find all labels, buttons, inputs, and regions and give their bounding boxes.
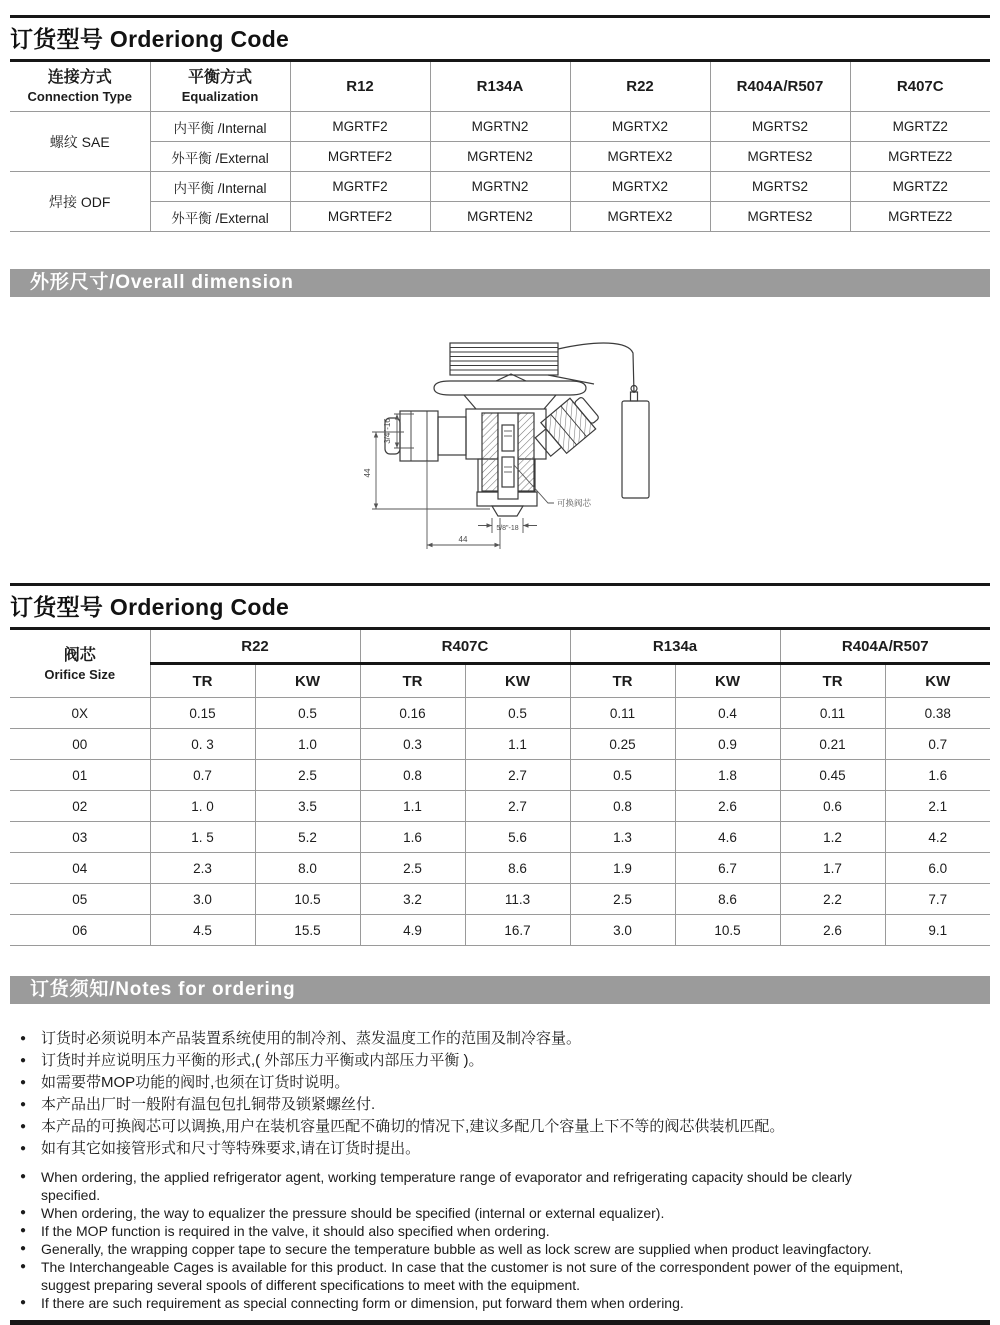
bullet-icon: ●	[20, 1055, 27, 1066]
cell: 1.8	[675, 760, 780, 791]
bullet-icon: ●	[20, 1207, 27, 1218]
table-row	[10, 791, 990, 822]
cell: MGRTX2	[570, 112, 710, 142]
cell: 5.2	[255, 822, 360, 853]
subheader-tr: TR	[780, 664, 885, 698]
col-header-r404a-r507: R404A/R507	[710, 62, 850, 112]
cell: 0.4	[675, 698, 780, 729]
cell: MGRTZ2	[850, 112, 990, 142]
note-text: 订货时必须说明本产品装置系统使用的制冷剂、蒸发温度工作的范围及制冷容量。	[41, 1030, 582, 1047]
bullet-icon: ●	[20, 1243, 27, 1254]
subheader-kw: KW	[885, 664, 990, 698]
cell: 0.8	[360, 760, 465, 791]
cell: 0.3	[360, 729, 465, 760]
group-header-r404a-r507: R404A/R507	[780, 630, 990, 664]
cell: 0. 3	[150, 729, 255, 760]
note-text: 本产品出厂时一般附有温包包扎铜带及锁紧螺丝付.	[41, 1096, 376, 1113]
col-header-connection-type	[10, 62, 150, 112]
note-item	[10, 1258, 910, 1294]
page-footer-bar	[10, 1320, 990, 1325]
callout-interchangeable-core: 可换阀芯	[557, 498, 592, 508]
cell: MGRTS2	[710, 172, 850, 202]
col-header-r407c: R407C	[850, 62, 990, 112]
dimension-label-outlet-thread: 5/8"-18	[496, 525, 519, 532]
connection-cell: 螺纹 SAE	[10, 112, 150, 172]
cell: 0.5	[465, 698, 570, 729]
orifice-size-cell: 01	[10, 760, 150, 791]
note-text: If there are such requirement as special connecting form or dimension, put forward them when ordering.	[41, 1295, 684, 1311]
table-row	[10, 760, 990, 791]
cell: MGRTES2	[710, 202, 850, 232]
cell: 9.1	[885, 915, 990, 946]
equalization-cell: 外平衡 /External	[150, 142, 290, 172]
cell: 4.5	[150, 915, 255, 946]
subheader-tr: TR	[570, 664, 675, 698]
subheader-tr: TR	[360, 664, 465, 698]
cell: 2.1	[885, 791, 990, 822]
cell: 2.5	[255, 760, 360, 791]
cell: 2.6	[675, 791, 780, 822]
cell: MGRTF2	[290, 172, 430, 202]
cell: MGRTF2	[290, 112, 430, 142]
table-row	[10, 698, 990, 729]
cell: 4.6	[675, 822, 780, 853]
subheader-kw: KW	[675, 664, 780, 698]
overall-dimension-figure	[0, 297, 1000, 583]
col-header-equalization	[150, 62, 290, 112]
cell: MGRTEX2	[570, 202, 710, 232]
cell: 0.5	[570, 760, 675, 791]
cell: 2.6	[780, 915, 885, 946]
cell: MGRTZ2	[850, 172, 990, 202]
table-subheader-row	[10, 664, 990, 698]
bullet-icon: ●	[20, 1171, 27, 1182]
subheader-kw: KW	[255, 664, 360, 698]
note-item	[10, 1204, 910, 1222]
bullet-icon: ●	[20, 1297, 27, 1308]
subheader-kw: KW	[465, 664, 570, 698]
note-text: 订货时并应说明压力平衡的形式,( 外部压力平衡或内部压力平衡 )。	[41, 1052, 484, 1069]
divider	[10, 15, 990, 18]
note-item	[10, 1116, 990, 1138]
cell: 0.9	[675, 729, 780, 760]
bullet-icon: ●	[20, 1077, 27, 1088]
note-text: When ordering, the way to equalizer the pressure should be specified (internal or external equalizer).	[41, 1205, 665, 1221]
subheader-tr: TR	[150, 664, 255, 698]
cell: 3.2	[360, 884, 465, 915]
note-item	[10, 1094, 990, 1116]
capacity-table	[10, 630, 990, 946]
group-header-r407c: R407C	[360, 630, 570, 664]
cell: MGRTN2	[430, 112, 570, 142]
col-header-r134a: R134A	[430, 62, 570, 112]
cell: MGRTES2	[710, 142, 850, 172]
cell: 10.5	[255, 884, 360, 915]
section-title-ordering-code-2: 订货型号 Orderiong Code	[10, 594, 290, 620]
cell: MGRTEN2	[430, 142, 570, 172]
cell: 8.6	[465, 853, 570, 884]
cell: MGRTEN2	[430, 202, 570, 232]
cell: MGRTEF2	[290, 202, 430, 232]
dimension-label-width: 44	[458, 535, 468, 544]
cell: 2.5	[360, 853, 465, 884]
cell: 0.7	[150, 760, 255, 791]
cell: 1.3	[570, 822, 675, 853]
bullet-icon: ●	[20, 1261, 27, 1272]
cell: 1.7	[780, 853, 885, 884]
section-banner-overall-dimension: 外形尺寸/Overall dimension	[10, 269, 990, 297]
cell: 1.1	[465, 729, 570, 760]
bullet-icon: ●	[20, 1033, 27, 1044]
group-header-r134a: R134a	[570, 630, 780, 664]
header-en: Connection Type	[27, 89, 132, 104]
cell: 0.11	[570, 698, 675, 729]
cell: MGRTEX2	[570, 142, 710, 172]
note-text: If the MOP function is required in the valve, it should also specified when ordering.	[41, 1223, 550, 1239]
cell: 1. 5	[150, 822, 255, 853]
table-row	[10, 822, 990, 853]
note-item	[10, 1072, 990, 1094]
cell: 1.2	[780, 822, 885, 853]
table-row	[10, 884, 990, 915]
section-title-ordering-code-1: 订货型号 Orderiong Code	[10, 26, 290, 52]
valve-technical-drawing	[0, 297, 1000, 583]
orifice-size-cell: 05	[10, 884, 150, 915]
col-header-orifice-size	[10, 630, 150, 698]
note-text: Generally, the wrapping copper tape to secure the temperature bubble as well as lock screw are supplied when product leavingfactory.	[41, 1241, 872, 1257]
table-row	[10, 853, 990, 884]
orifice-size-cell: 03	[10, 822, 150, 853]
group-header-r22: R22	[150, 630, 360, 664]
note-text: 本产品的可换阀芯可以调换,用户在装机容量匹配不确切的情况下,建议多配几个容量上下不等的阀芯供装机匹配。	[41, 1118, 785, 1135]
cell: 16.7	[465, 915, 570, 946]
cell: 2.3	[150, 853, 255, 884]
cell: MGRTX2	[570, 172, 710, 202]
bullet-icon: ●	[20, 1121, 27, 1132]
header-en: Orifice Size	[44, 666, 116, 682]
cell: 0.6	[780, 791, 885, 822]
header-zh: 阀芯	[63, 646, 96, 664]
equalization-cell: 内平衡 /Internal	[150, 112, 290, 142]
bullet-icon: ●	[20, 1099, 27, 1110]
table-row	[10, 915, 990, 946]
bullet-icon: ●	[20, 1225, 27, 1236]
cell: 3.0	[570, 915, 675, 946]
cell: 0.5	[255, 698, 360, 729]
orifice-size-cell: 00	[10, 729, 150, 760]
model-code-table	[10, 62, 990, 232]
cell: 5.6	[465, 822, 570, 853]
cell: MGRTS2	[710, 112, 850, 142]
cell: 10.5	[675, 915, 780, 946]
dimension-label-inlet-thread: 3/4"-16	[383, 418, 392, 444]
bullet-icon: ●	[20, 1143, 27, 1154]
cell: MGRTEZ2	[850, 202, 990, 232]
cell: 6.0	[885, 853, 990, 884]
note-text: The Interchangeable Cages is available for this product. In case that the customer is not sure of the correspondent power of the equipment, suggest preparing several spools of different specifications to meet with the equipment.	[41, 1259, 904, 1293]
cell: MGRTN2	[430, 172, 570, 202]
table-row	[10, 729, 990, 760]
cell: 0.21	[780, 729, 885, 760]
cell: 0.15	[150, 698, 255, 729]
cell: 1.6	[360, 822, 465, 853]
note-item	[10, 1028, 990, 1050]
cell: 0.16	[360, 698, 465, 729]
cell: 11.3	[465, 884, 570, 915]
header-zh: 连接方式	[47, 69, 112, 86]
cell: 8.0	[255, 853, 360, 884]
divider	[10, 583, 990, 586]
cell: MGRTEZ2	[850, 142, 990, 172]
note-text: 如需要带MOP功能的阀时,也须在订货时说明。	[41, 1074, 350, 1091]
dimension-label-height: 44	[363, 468, 372, 478]
cell: 1.6	[885, 760, 990, 791]
cell: 0.25	[570, 729, 675, 760]
orifice-size-cell: 0X	[10, 698, 150, 729]
equalization-cell: 内平衡 /Internal	[150, 172, 290, 202]
orifice-size-cell: 02	[10, 791, 150, 822]
note-item	[10, 1294, 910, 1312]
cell: 8.6	[675, 884, 780, 915]
table-row	[10, 172, 990, 202]
cell: 3.5	[255, 791, 360, 822]
notes-english	[10, 1168, 990, 1312]
table-row	[10, 202, 990, 232]
note-item	[10, 1050, 990, 1072]
cell: 2.5	[570, 884, 675, 915]
cell: 0.8	[570, 791, 675, 822]
cell: 15.5	[255, 915, 360, 946]
col-header-r22: R22	[570, 62, 710, 112]
note-item	[10, 1168, 910, 1204]
header-zh: 平衡方式	[187, 69, 252, 86]
connection-cell: 焊接 ODF	[10, 172, 150, 232]
note-text: 如有其它如接管形式和尺寸等特殊要求,请在订货时提出。	[41, 1140, 421, 1157]
note-item	[10, 1138, 990, 1160]
table-row	[10, 142, 990, 172]
cell: 1. 0	[150, 791, 255, 822]
cell: 0.38	[885, 698, 990, 729]
cell: 0.11	[780, 698, 885, 729]
orifice-size-cell: 04	[10, 853, 150, 884]
cell: 1.9	[570, 853, 675, 884]
cell: 0.7	[885, 729, 990, 760]
note-text: When ordering, the applied refrigerator agent, working temperature range of evaporator and refrigerating capacity should be clearly specified.	[41, 1169, 852, 1203]
orifice-size-cell: 06	[10, 915, 150, 946]
cell: 4.2	[885, 822, 990, 853]
table-row	[10, 112, 990, 142]
cell: 1.1	[360, 791, 465, 822]
cell: 4.9	[360, 915, 465, 946]
equalization-cell: 外平衡 /External	[150, 202, 290, 232]
cell: 2.7	[465, 760, 570, 791]
cell: MGRTEF2	[290, 142, 430, 172]
table-group-header-row	[10, 630, 990, 664]
cell: 0.45	[780, 760, 885, 791]
note-item	[10, 1240, 910, 1258]
table-header-row	[10, 62, 990, 112]
cell: 2.7	[465, 791, 570, 822]
header-en: Equalization	[181, 89, 259, 104]
cell: 2.2	[780, 884, 885, 915]
cell: 1.0	[255, 729, 360, 760]
col-header-r12: R12	[290, 62, 430, 112]
note-item	[10, 1222, 910, 1240]
cell: 7.7	[885, 884, 990, 915]
cell: 6.7	[675, 853, 780, 884]
notes-chinese	[10, 1028, 990, 1160]
cell: 3.0	[150, 884, 255, 915]
section-banner-notes: 订货须知/Notes for ordering	[10, 976, 990, 1004]
